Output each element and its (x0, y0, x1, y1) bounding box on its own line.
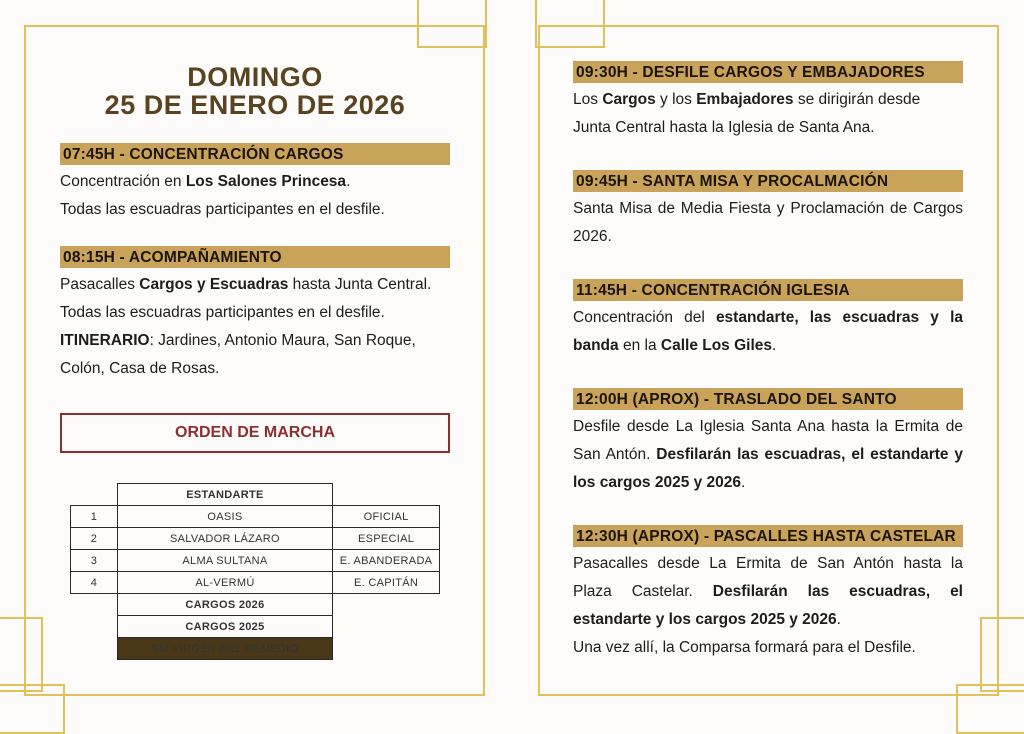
table-cell: E. CAPITÁN (333, 572, 440, 594)
table-cell: CARGOS 2025 (117, 616, 332, 638)
section-0815 (60, 246, 450, 383)
section-heading: 09:45H - SANTA MISA Y PROCALMACIÓN (573, 170, 963, 192)
section-heading: 09:30H - DESFILE CARGOS Y EMBAJADORES (573, 61, 963, 83)
table-cell: OASIS (117, 506, 332, 528)
deco-square-top-2 (535, 0, 605, 48)
table-cell: 3 (71, 550, 118, 572)
section-heading: 11:45H - CONCENTRACIÓN IGLESIA (573, 279, 963, 301)
section-0930 (573, 61, 963, 142)
deco-square-top-1 (417, 0, 487, 48)
section-body: Desfile desde La Iglesia Santa Ana hasta la Ermita de San Antón. Desfilarán las escuadras, el estandarte y los cargos 2025 y 2026. (573, 418, 963, 491)
deco-square-bl-1 (0, 617, 43, 692)
section-body: Los Cargos y los Embajadores se dirigirán desde Junta Central hasta la Iglesia de Santa Ana. (573, 91, 921, 136)
table-cell: AL-VERMÚ (117, 572, 332, 594)
table-cell: 4 (71, 572, 118, 594)
section-body: Concentración del estandarte, las escuadras y la banda en la Calle Los Giles. (573, 309, 964, 354)
table-cell: ESTANDARTE (117, 484, 332, 506)
table-row (71, 506, 440, 528)
table-row (71, 550, 440, 572)
left-page (60, 63, 450, 383)
section-1230 (573, 525, 963, 662)
section-0745 (60, 143, 450, 224)
section-1200 (573, 388, 963, 497)
table-cell: SM VIRGEN DEL REMEDIO (117, 638, 332, 660)
section-0945 (573, 170, 963, 251)
deco-square-br-2 (956, 684, 1024, 734)
table-row (71, 594, 440, 616)
title-day: DOMINGO (187, 62, 323, 92)
table-cell: ALMA SULTANA (117, 550, 332, 572)
table-cell: OFICIAL (333, 506, 440, 528)
deco-square-br-1 (980, 617, 1024, 692)
title-date: 25 DE ENERO DE 2026 (104, 90, 406, 120)
table-cell: 1 (71, 506, 118, 528)
table-row (71, 572, 440, 594)
section-body: Santa Misa de Media Fiesta y Proclamación de Cargos 2026. (573, 200, 963, 245)
section-heading: 12:30H (APROX) - PASCALLES HASTA CASTELAR (573, 525, 963, 547)
section-1145 (573, 279, 963, 360)
section-body: Concentración en Los Salones Princesa. Todas las escuadras participantes en el desfile. (60, 173, 385, 218)
right-page (573, 61, 963, 662)
section-heading: 12:00H (APROX) - TRASLADO DEL SANTO (573, 388, 963, 410)
section-heading: 07:45H - CONCENTRACIÓN CARGOS (60, 143, 450, 165)
section-body-last: Una vez allí, la Comparsa formará para el Desfile. (573, 639, 916, 656)
deco-square-bl-2 (0, 684, 65, 734)
order-title-box: ORDEN DE MARCHA (60, 413, 450, 453)
section-body: Pasacalles Cargos y Escuadras hasta Junta Central. Todas las escuadras participantes en el desfile. ITINERARIO: Jardines, Antonio Maura, San Roque, Colón, Casa de Rosas. (60, 276, 432, 377)
table-cell: E. ABANDERADA (333, 550, 440, 572)
table-cell: 2 (71, 528, 118, 550)
table-row (71, 638, 440, 660)
page-title (60, 63, 450, 119)
order-table (70, 483, 440, 660)
table-row (71, 484, 440, 506)
table-row (71, 616, 440, 638)
section-heading: 08:15H - ACOMPAÑAMIENTO (60, 246, 450, 268)
table-cell: SALVADOR LÁZARO (117, 528, 332, 550)
section-body: Pasacalles desde La Ermita de San Antón hasta la Plaza Castelar. Desfilarán las escuadras, el estandarte y los cargos 2025 y 2026. (573, 555, 963, 628)
table-cell: ESPECIAL (333, 528, 440, 550)
table-cell: CARGOS 2026 (117, 594, 332, 616)
table-row (71, 528, 440, 550)
